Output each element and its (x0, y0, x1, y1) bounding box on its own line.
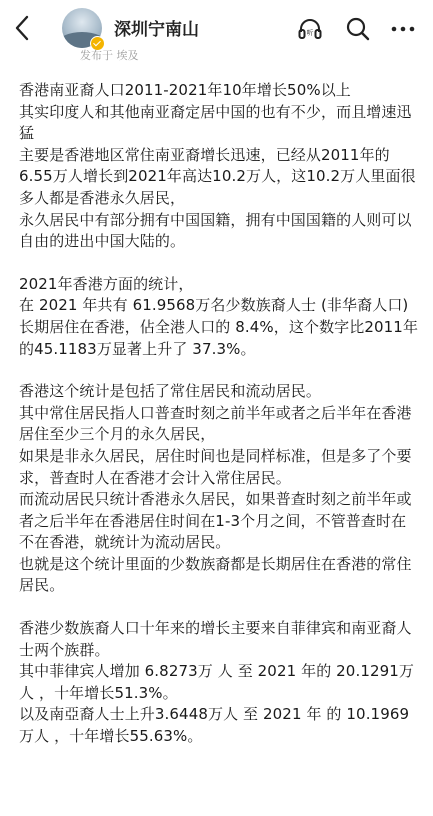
paragraph-line: 如果是非永久居民，居住时间也是同样标准，但是多了个要求，普查时人在香港才会计入常住居民。 (19, 446, 412, 487)
search-icon[interactable] (345, 16, 371, 42)
paragraph-line: 香港这个统计是包括了常住居民和流动居民。 (19, 382, 322, 401)
post-body (19, 80, 421, 748)
paragraph-line: 而流动居民只统计香港永久居民，如果普查时刻之前半年或者之后半年在香港居住时间在1-3个月之间，不管普查时在不在香港，就统计为流动居民。 (19, 490, 412, 552)
listen-headphones-icon[interactable] (297, 16, 323, 42)
paragraph-line: 永久居民中有部分拥有中国国籍，拥有中国国籍的人则可以自由的进出中国大陆的。 (19, 210, 412, 251)
more-options-icon[interactable] (390, 16, 416, 42)
paragraph-line: 在 2021 年共有 61.9568万名少数族裔人士 (非华裔人口) 长期居住在香港，佔全港人口的 8.4%，这个数字比2011年 的45.1183万显著上升了 37.3%。 (19, 296, 419, 358)
paragraph-line: 以及南亞裔人士上升3.6448万人 至 2021 年 的 10.1969万人 ，十年增长55.63%。 (19, 705, 410, 746)
paragraph-line: 香港少数族裔人口十年来的增长主要来自菲律宾和南亚裔人士两个族群。 (19, 619, 412, 659)
paragraph-line: 其实印度人和其他南亚裔定居中国的也有不少，而且增速迅猛 (19, 102, 412, 143)
paragraph-line: 也就是这个统计里面的少数族裔都是长期居住在香港的常住居民。 (19, 554, 412, 595)
top-bar (0, 0, 433, 62)
paragraph-line: 其中常住居民指人口普查时刻之前半年或者之后半年在香港居住至少三个月的永久居民， (19, 403, 412, 444)
post-meta: 发布于 埃及 (80, 49, 139, 62)
paragraph-line: 其中菲律宾人增加 6.8273万 人 至 2021 年的 20.1291万人 ，十年增长51.3%。 (19, 662, 414, 702)
paragraph-line: 主要是香港地区常住南亚裔增长迅速，已经从2011年的6.55万人增长到2021年高达10.2万人，这10.2万人里面很多人都是香港永久居民， (19, 145, 416, 207)
paragraph-line: 香港南亚裔人口2011-2021年10年增长50%以上 (19, 81, 351, 99)
svg-text:听: 听 (306, 29, 314, 37)
account-name[interactable]: 深圳宁南山 (114, 20, 199, 40)
back-arrow-icon[interactable] (10, 14, 36, 42)
paragraph-line: 2021年香港方面的统计， (19, 274, 194, 293)
